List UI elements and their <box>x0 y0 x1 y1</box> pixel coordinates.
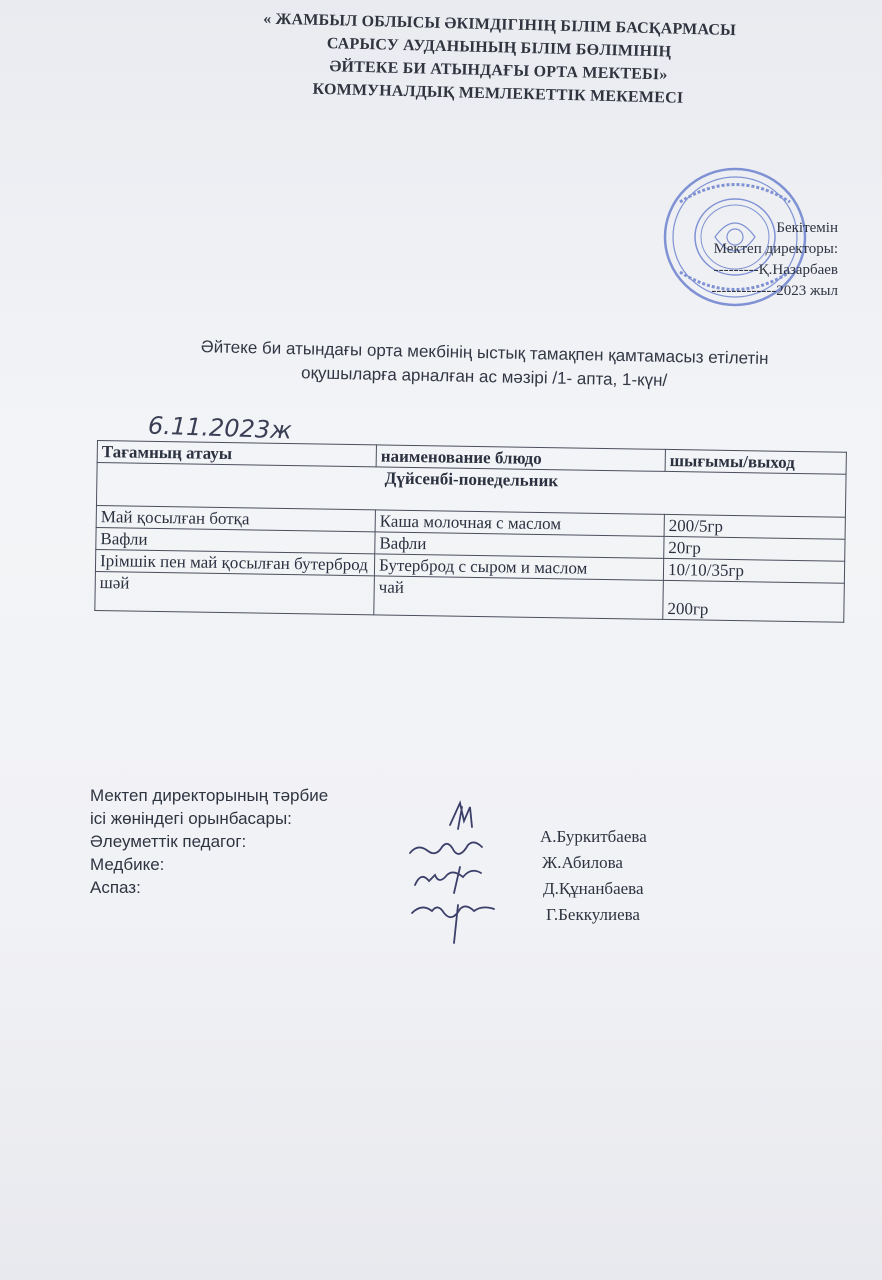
dish-name-ru: чай <box>374 576 664 620</box>
role-line-4: Медбике: <box>90 855 165 874</box>
role-line-1: Мектеп директорының тәрбие <box>90 786 329 805</box>
signer-name: Д.Құнанбаева <box>543 879 644 898</box>
dish-name-ru: Бутерброд с сыром и маслом <box>374 554 663 581</box>
header-cell-name-ru: наименование блюдо <box>376 445 665 472</box>
header-line-4: КОММУНАЛДЫҚ МЕМЛЕКЕТТІК МЕКЕМЕСІ <box>312 80 684 107</box>
dish-name-ru: Вафли <box>375 532 664 559</box>
dish-name-kz: шәй <box>95 571 375 614</box>
dish-output: 20гр <box>664 536 845 561</box>
approval-line-1: Бекітемін <box>776 220 838 236</box>
dish-output: 10/10/35гр <box>663 558 844 583</box>
approval-line-2: Мектеп директоры: <box>713 241 838 257</box>
menu-table <box>94 440 847 623</box>
role-line-5: Аспаз: <box>90 878 141 897</box>
title-line-2: оқушыларға арналған ас мәзірі /1- апта, 1-күн/ <box>300 363 668 390</box>
signer-name: Ж.Абилова <box>542 853 623 872</box>
header-cell-output: шығымы/выход <box>665 449 846 474</box>
signers-roles <box>90 784 328 899</box>
handwritten-signatures-icon <box>400 795 520 955</box>
organization-header <box>198 6 800 113</box>
day-label: Дүйсенбі-понедельник <box>96 463 846 518</box>
header-line-1: « ЖАМБЫЛ ОБЛЫСЫ ӘКІМДІГІНІҢ БІЛІМ БАСҚАРМАСЫ <box>262 10 737 40</box>
dish-name-kz: Ірімшік пен май қосылған бутерброд <box>95 549 374 575</box>
dish-name-ru: Каша молочная с маслом <box>375 510 664 537</box>
approval-line-3: ---------Қ.Назарбаев <box>713 262 838 278</box>
signer-name: Г.Беккулиева <box>546 905 640 924</box>
role-line-3: Әлеуметтік педагог: <box>90 832 247 851</box>
dish-output: 200гр <box>663 580 845 622</box>
title-line-1: Әйтеке би атындағы орта мекбінің ыстық тамақпен қамтамасыз етілетін <box>200 337 769 369</box>
dish-name-kz: Вафли <box>96 527 375 553</box>
dish-name-kz: Май қосылған ботқа <box>96 505 375 531</box>
dish-output: 200/5гр <box>664 514 845 539</box>
header-line-2: САРЫСУ АУДАНЫНЫҢ БІЛІМ БӨЛІМІНІҢ <box>326 35 672 61</box>
approval-line-4: -------------2023 жыл <box>711 283 838 299</box>
role-line-2: ісі жөніндегі орынбасары: <box>90 809 292 828</box>
header-cell-name-kz: Тағамның атауы <box>97 441 376 467</box>
signers-names <box>540 824 647 928</box>
signer-name: А.Буркитбаева <box>540 827 647 846</box>
header-line-3: ӘЙТЕКЕ БИ АТЫНДАҒЫ ОРТА МЕКТЕБІ» <box>329 58 668 84</box>
handwritten-date: 6.11.2023ж <box>147 411 293 445</box>
menu-title <box>144 334 825 396</box>
approval-block <box>660 218 838 302</box>
